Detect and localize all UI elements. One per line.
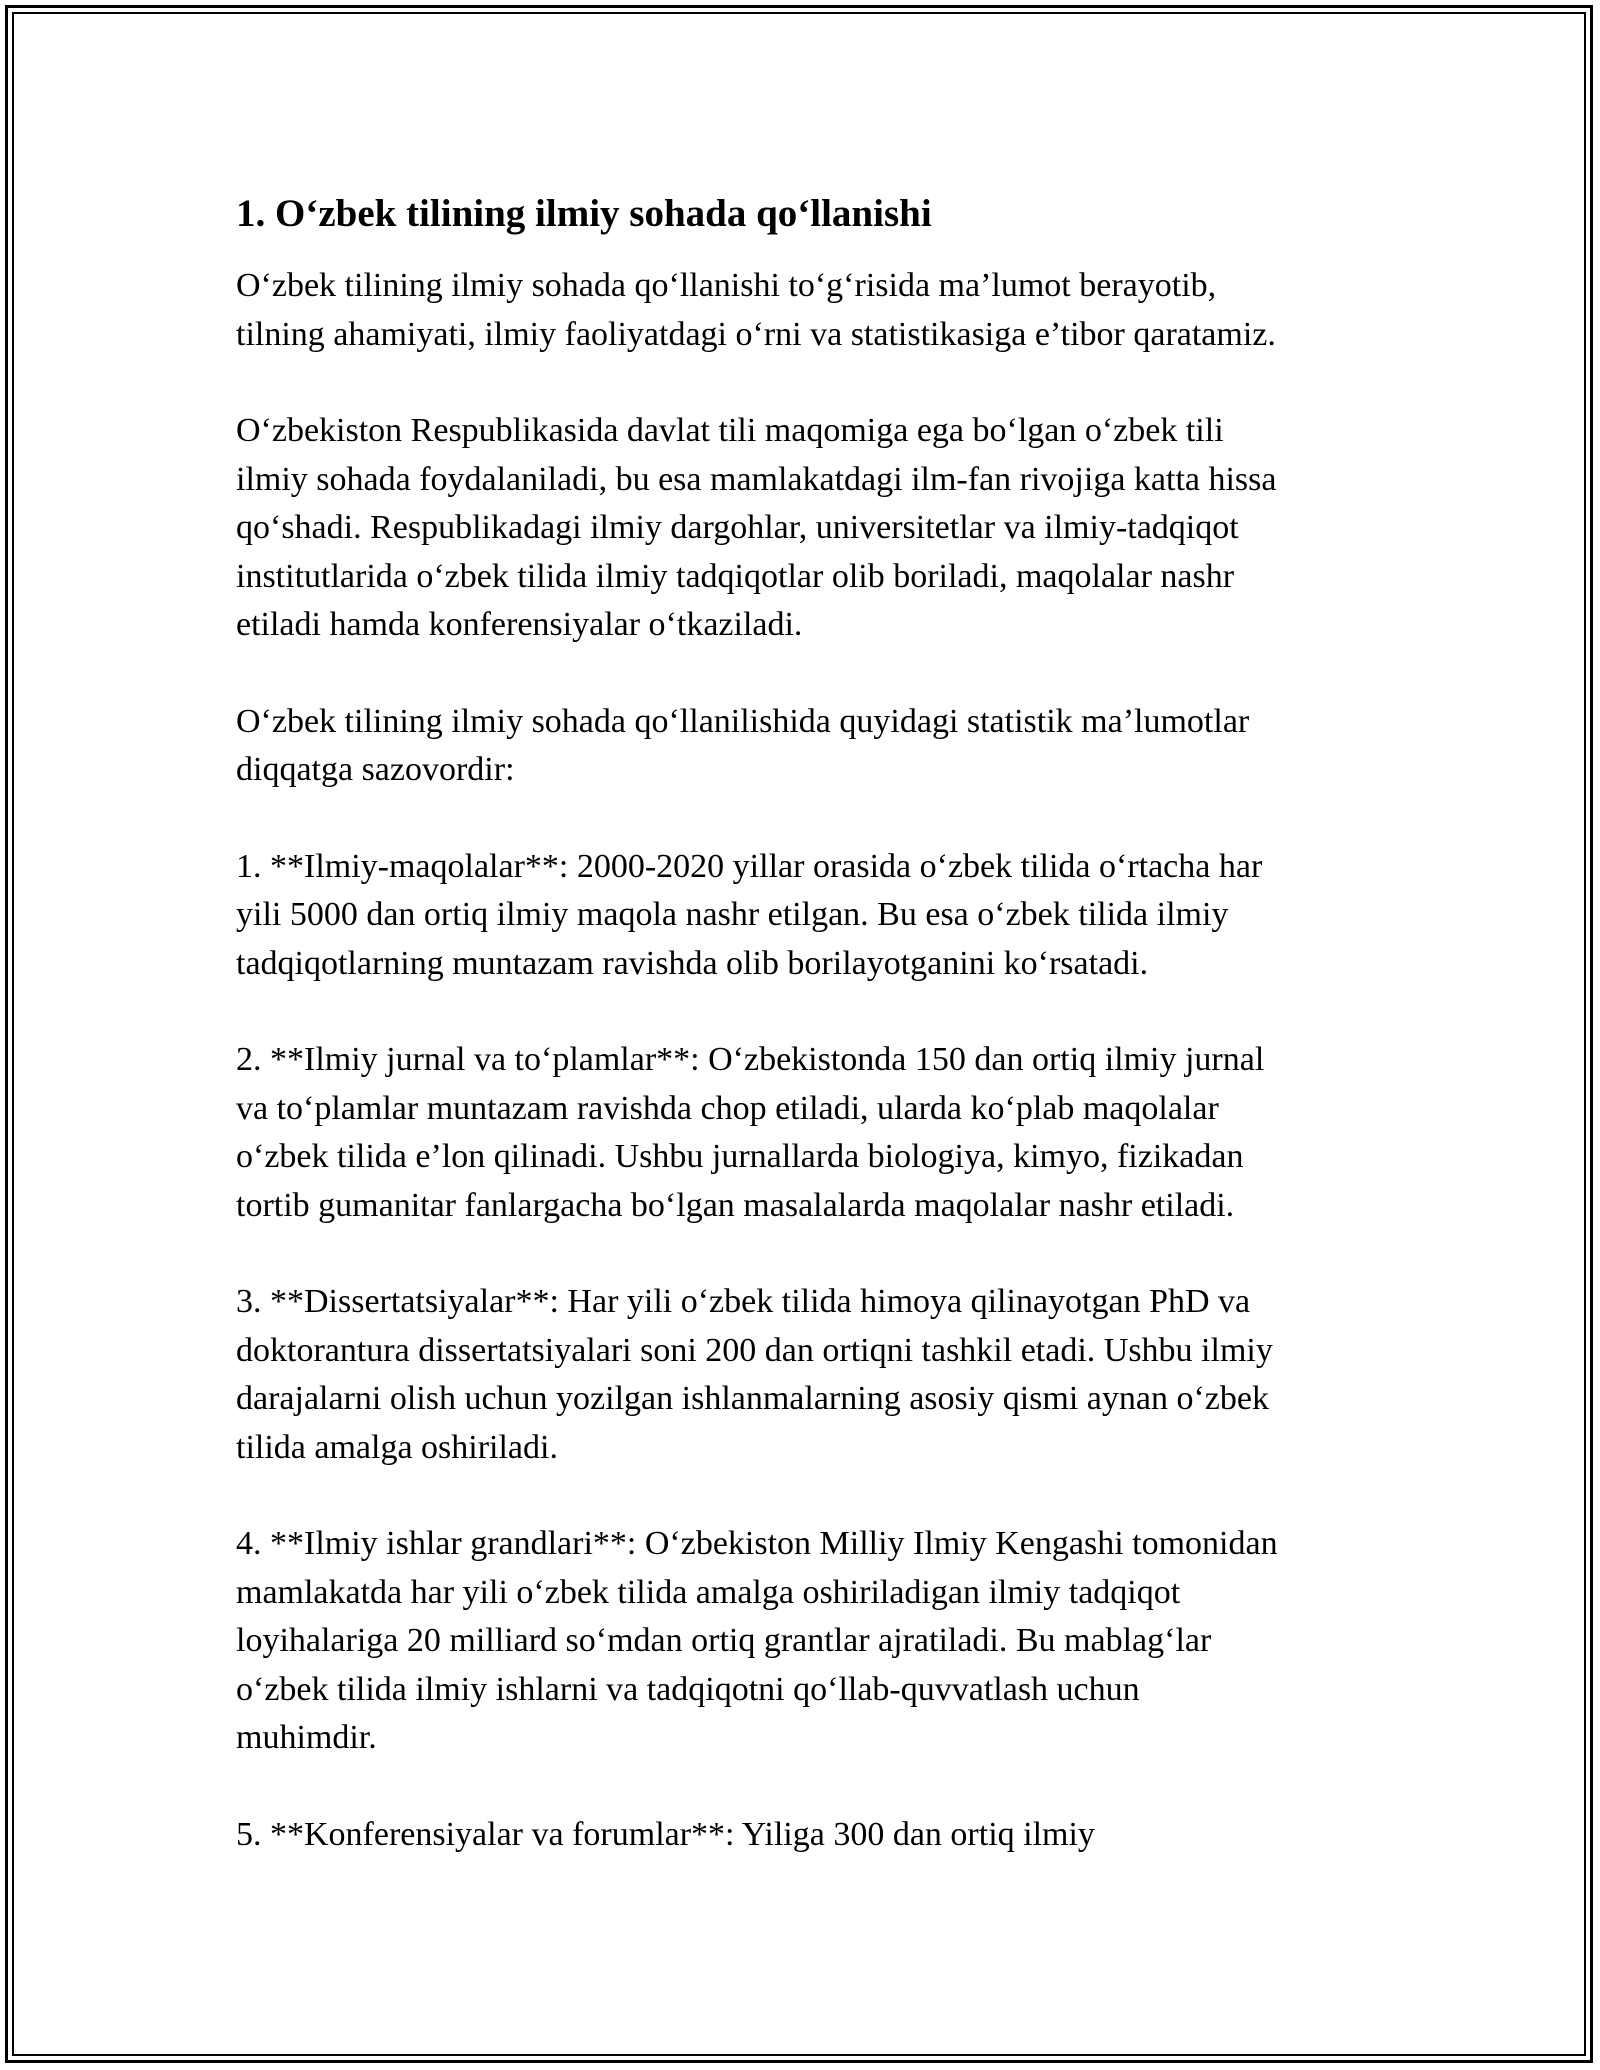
spacer bbox=[236, 1472, 1376, 1520]
line: O‘zbek tilining ilmiy sohada qo‘llanishi to‘g‘risida ma’lumot berayotib, bbox=[236, 267, 1217, 304]
line: diqqatga sazovordir: bbox=[236, 751, 515, 788]
spacer bbox=[236, 795, 1376, 843]
line: institutlarida o‘zbek tilida ilmiy tadqiqotlar olib boriladi, maqolalar nashr bbox=[236, 557, 1235, 595]
line: tortib gumanitar fanlargacha bo‘lgan masalalarda maqolalar nashr etiladi. bbox=[236, 1186, 1235, 1224]
line: o‘zbek tilida e’lon qilinadi. Ushbu jurnallarda biologiya, kimyo, fizikadan bbox=[236, 1138, 1244, 1175]
line: ilmiy sohada foydalaniladi, bu esa mamlakatdagi ilm-fan rivojiga katta hissa bbox=[236, 460, 1277, 498]
line: qo‘shadi. Respublikadagi ilmiy dargohlar, universitetlar va ilmiy-tadqiqot bbox=[236, 509, 1239, 546]
line: etiladi hamda konferensiyalar o‘tkaziladi. bbox=[236, 606, 803, 643]
spacer bbox=[236, 359, 1376, 407]
spacer bbox=[236, 1763, 1376, 1811]
line: doktorantura dissertatsiyalari soni 200 dan ortiqni tashkil etadi. Ushbu ilmiy bbox=[236, 1331, 1273, 1369]
paragraph-intro bbox=[236, 262, 1376, 359]
line: loyihalariga 20 milliard so‘mdan ortiq grantlar ajratiladi. Bu mablag‘lar bbox=[236, 1622, 1212, 1659]
line: darajalarni olish uchun yozilgan ishlanmalarning asosiy qismi aynan o‘zbek bbox=[236, 1380, 1269, 1417]
line: tadqiqotlarning muntazam ravishda olib borilayotganini ko‘rsatadi. bbox=[236, 944, 1149, 982]
line: 1. **Ilmiy-maqolalar**: 2000-2020 yillar orasida o‘zbek tilida o‘rtacha har bbox=[236, 847, 1263, 885]
line: 4. **Ilmiy ishlar grandlari**: O‘zbekiston Milliy Ilmiy Kengashi tomonidan bbox=[236, 1525, 1278, 1562]
line: 2. **Ilmiy jurnal va to‘plamlar**: O‘zbekistonda 150 dan ortiq ilmiy jurnal bbox=[236, 1041, 1265, 1078]
line: o‘zbek tilida ilmiy ishlarni va tadqiqotni qo‘llab-quvvatlash uchun bbox=[236, 1670, 1140, 1708]
line: muhimdir. bbox=[236, 1719, 377, 1756]
line: va to‘plamlar muntazam ravishda chop etiladi, ularda ko‘plab maqolalar bbox=[236, 1089, 1219, 1127]
line: 3. **Dissertatsiyalar**: Har yili o‘zbek tilida himoya qilinayotgan PhD va bbox=[236, 1283, 1251, 1320]
line: yili 5000 dan ortiq ilmiy maqola nashr etilgan. Bu esa o‘zbek tilida ilmiy bbox=[236, 896, 1229, 933]
line: tilida amalga oshiriladi. bbox=[236, 1428, 558, 1466]
spacer bbox=[236, 238, 1376, 262]
line: O‘zbek tilining ilmiy sohada qo‘llanilishida quyidagi statistik ma’lumotlar bbox=[236, 702, 1250, 740]
line: mamlakatda har yili o‘zbek tilida amalga oshiriladigan ilmiy tadqiqot bbox=[236, 1573, 1181, 1611]
line: tilning ahamiyati, ilmiy faoliyatdagi o‘rni va statistikasiga e’tibor qaratamiz. bbox=[236, 315, 1276, 353]
paragraph-official-language bbox=[236, 407, 1376, 650]
document-title: 1. O‘zbek tilining ilmiy sohada qo‘llanishi bbox=[236, 192, 932, 235]
paragraph-statistics-intro bbox=[236, 698, 1376, 795]
spacer bbox=[236, 988, 1376, 1036]
spacer bbox=[236, 650, 1376, 698]
list-item-journals bbox=[236, 1036, 1376, 1230]
list-item-articles bbox=[236, 843, 1376, 989]
list-item-conferences bbox=[236, 1811, 1376, 1860]
document-body bbox=[236, 190, 1376, 1859]
spacer bbox=[236, 1230, 1376, 1278]
list-item-grants bbox=[236, 1520, 1376, 1763]
line: 5. **Konferensiyalar va forumlar**: Yiliga 300 dan ortiq ilmiy bbox=[236, 1815, 1095, 1853]
line: O‘zbekiston Respublikasida davlat tili maqomiga ega bo‘lgan o‘zbek tili bbox=[236, 412, 1224, 449]
list-item-dissertations bbox=[236, 1278, 1376, 1472]
